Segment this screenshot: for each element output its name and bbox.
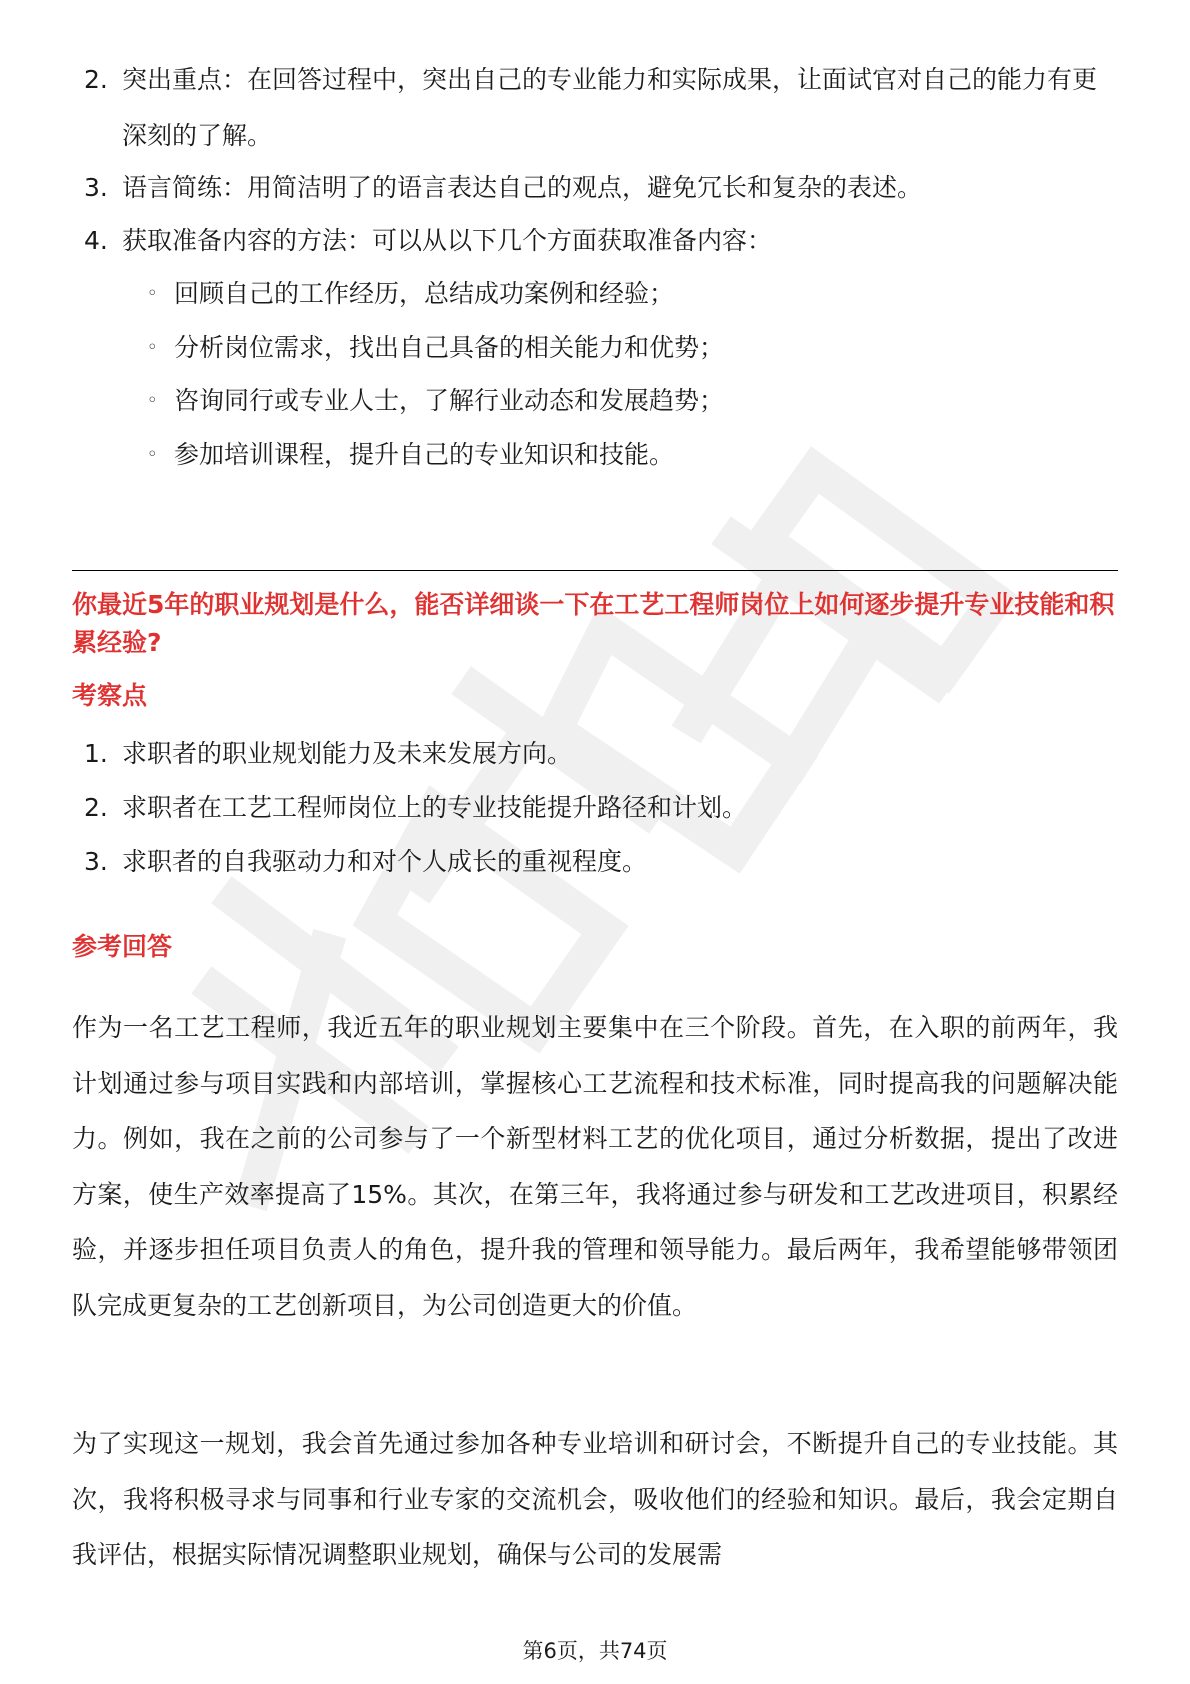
list-item xyxy=(84,160,1118,216)
section-divider xyxy=(72,570,1118,571)
list-number: 4. xyxy=(84,226,108,255)
list-item-text: 语言简练：用简洁明了的语言表达自己的观点，避免冗长和复杂的表述。 xyxy=(122,173,923,202)
answer-paragraph: 为了实现这一规划，我会首先通过参加各种专业培训和研讨会，不断提升自己的专业技能。其次，我将积极寻求与同事和行业专家的交流机会，吸收他们的经验和知识。最后，我会定期自我评估，根据实际情况调整职业规划，确保与公司的发展需 xyxy=(72,1429,1118,1569)
list-item-text: 求职者的职业规划能力及未来发展方向。 xyxy=(122,739,573,768)
sub-list-item-text: 参加培训课程，提升自己的专业知识和技能。 xyxy=(174,440,675,469)
sub-list-item xyxy=(147,320,1107,376)
list-item xyxy=(84,834,1118,890)
sub-list-item xyxy=(147,373,1107,429)
list-item-text: 求职者的自我驱动力和对个人成长的重视程度。 xyxy=(122,847,648,876)
exam-points-heading: 考察点 xyxy=(72,681,148,710)
sub-list-item-text: 咨询同行或专业人士，了解行业动态和发展趋势； xyxy=(174,386,725,415)
bullet-icon: ◦ xyxy=(147,337,158,358)
sub-list-item xyxy=(147,266,1107,322)
list-item-text: 突出重点：在回答过程中，突出自己的专业能力和实际成果，让面试官对自己的能力有更深刻的了解。 xyxy=(122,65,1098,150)
list-number: 2. xyxy=(84,65,108,94)
bullet-icon: ◦ xyxy=(147,390,158,411)
bullet-icon: ◦ xyxy=(147,444,158,465)
list-item xyxy=(84,780,1118,836)
sub-list-item-text: 回顾自己的工作经历，总结成功案例和经验； xyxy=(174,279,675,308)
page-footer: 第6页，共74页 xyxy=(522,1639,668,1663)
sub-list-item-text: 分析岗位需求，找出自己具备的相关能力和优势； xyxy=(174,333,725,362)
list-item xyxy=(84,213,1118,269)
sub-list-item xyxy=(147,427,1107,483)
list-number: 2. xyxy=(84,793,108,822)
list-item-text: 求职者在工艺工程师岗位上的专业技能提升路径和计划。 xyxy=(122,793,748,822)
answer-heading: 参考回答 xyxy=(72,932,173,961)
list-item xyxy=(84,52,1118,164)
list-number: 3. xyxy=(84,847,108,876)
answer-paragraph: 作为一名工艺工程师，我近五年的职业规划主要集中在三个阶段。首先，在入职的前两年，我计划通过参与项目实践和内部培训，掌握核心工艺流程和技术标准，同时提高我的问题解决能力。例如，我在之前的公司参与了一个新型材料工艺的优化项目，通过分析数据，提出了改进方案，使生产效率提高了15%。其次，在第三年，我将通过参与研发和工艺改进项目，积累经验，并逐步担任项目负责人的角色，提升我的管理和领导能力。最后两年，我希望能够带领团队完成更复杂的工艺创新项目，为公司创造更大的价值。 xyxy=(72,1013,1118,1320)
bullet-icon: ◦ xyxy=(147,283,158,304)
question-title: 你最近5年的职业规划是什么，能否详细谈一下在工艺工程师岗位上如何逐步提升专业技能和积累经验? xyxy=(72,590,1115,657)
list-item-text: 获取准备内容的方法：可以从以下几个方面获取准备内容： xyxy=(122,226,773,255)
list-item xyxy=(84,726,1118,782)
list-number: 1. xyxy=(84,739,108,768)
list-number: 3. xyxy=(84,173,108,202)
document-page xyxy=(72,0,1118,1684)
